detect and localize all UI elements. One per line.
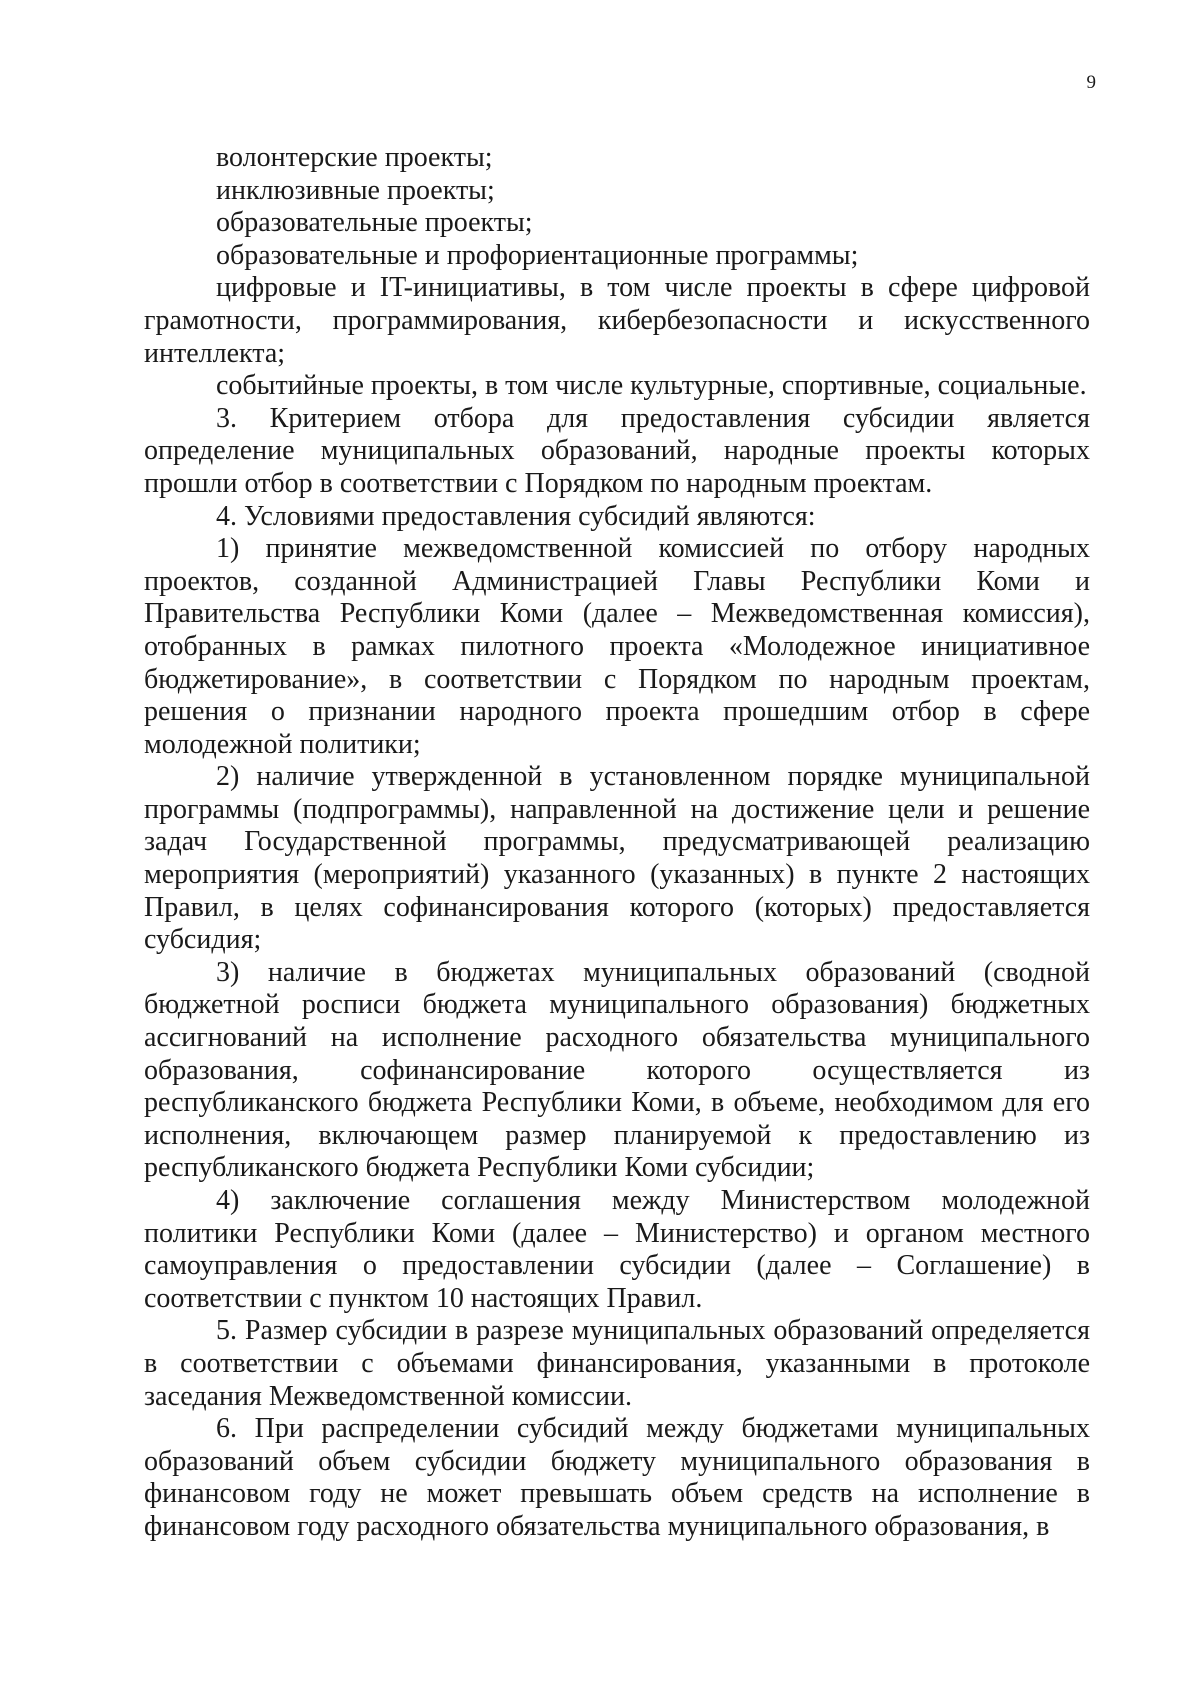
document-body: [144, 142, 1090, 1544]
paragraph-condition-4: 4) заключение соглашения между Министерством молодежной политики Республики Коми (далее – Министерство) и органом местного самоуправления о предоставлении субсидии (далее – Соглашение) в соответствии с пунктом 10 настоящих Правил.: [144, 1185, 1090, 1314]
paragraph-event-projects: событийные проекты, в том числе культурные, спортивные, социальные.: [216, 370, 1087, 402]
paragraph-section-5: 5. Размер субсидии в разрезе муниципальных образований определяется в соответствии с объемами финансирования, указанными в протоколе заседания Межведомственной комиссии.: [144, 1315, 1090, 1412]
paragraph-inclusive-projects: инклюзивные проекты;: [216, 174, 495, 206]
paragraph-educational-programs: образовательные и профориентационные программы;: [216, 239, 859, 271]
paragraph-section-3: 3. Критерием отбора для предоставления субсидии является определение муниципальных образований, народные проекты которых прошли отбор в соответствии с Порядком по народным проектам.: [144, 402, 1090, 499]
paragraph-section-6: 6. При распределении субсидий между бюджетами муниципальных образований объем субсидии бюджету муниципального образования в финансовом году не может превышать объем средств на исполнение в финансовом году расходного обязательства муниципального образования, в: [144, 1413, 1090, 1542]
paragraph-condition-2: 2) наличие утвержденной в установленном порядке муниципальной программы (подпрограммы), направленной на достижение цели и решение задач Государственной программы, предусматривающей реализацию мероприятия (мероприятий) указанного (указанных) в пункте 2 настоящих Правил, в целях софинансирования которого (которых) предоставляется субсидия;: [144, 761, 1090, 956]
paragraph-educational-projects: образовательные проекты;: [216, 207, 533, 239]
page-number: 9: [1086, 72, 1096, 93]
paragraph-condition-3: 3) наличие в бюджетах муниципальных образований (сводной бюджетной росписи бюджета муниципального образования) бюджетных ассигнований на исполнение расходного обязательства муниципального образования, софинансирование которого осуществляется из республиканского бюджета Республики Коми, в объеме, необходимом для его исполнения, включающем размер планируемой к предоставлению из республиканского бюджета Республики Коми субсидии;: [144, 956, 1090, 1184]
paragraph-volunteer-projects: волонтерские проекты;: [216, 142, 493, 173]
paragraph-digital-initiatives: цифровые и IT-инициативы, в том числе проекты в сфере цифровой грамотности, программирования, кибербезопасности и искусственного интеллекта;: [144, 272, 1090, 369]
paragraph-section-4: 4. Условиями предоставления субсидий являются:: [216, 500, 816, 532]
paragraph-condition-1: 1) принятие межведомственной комиссией по отбору народных проектов, созданной Администрацией Главы Республики Коми и Правительства Республики Коми (далее – Межведомственная комиссия), отобранных в рамках пилотного проекта «Молодежное инициативное бюджетирование», в соответствии с Порядком по народным проектам, решения о признании народного проекта прошедшим отбор в сфере молодежной политики;: [144, 533, 1090, 760]
